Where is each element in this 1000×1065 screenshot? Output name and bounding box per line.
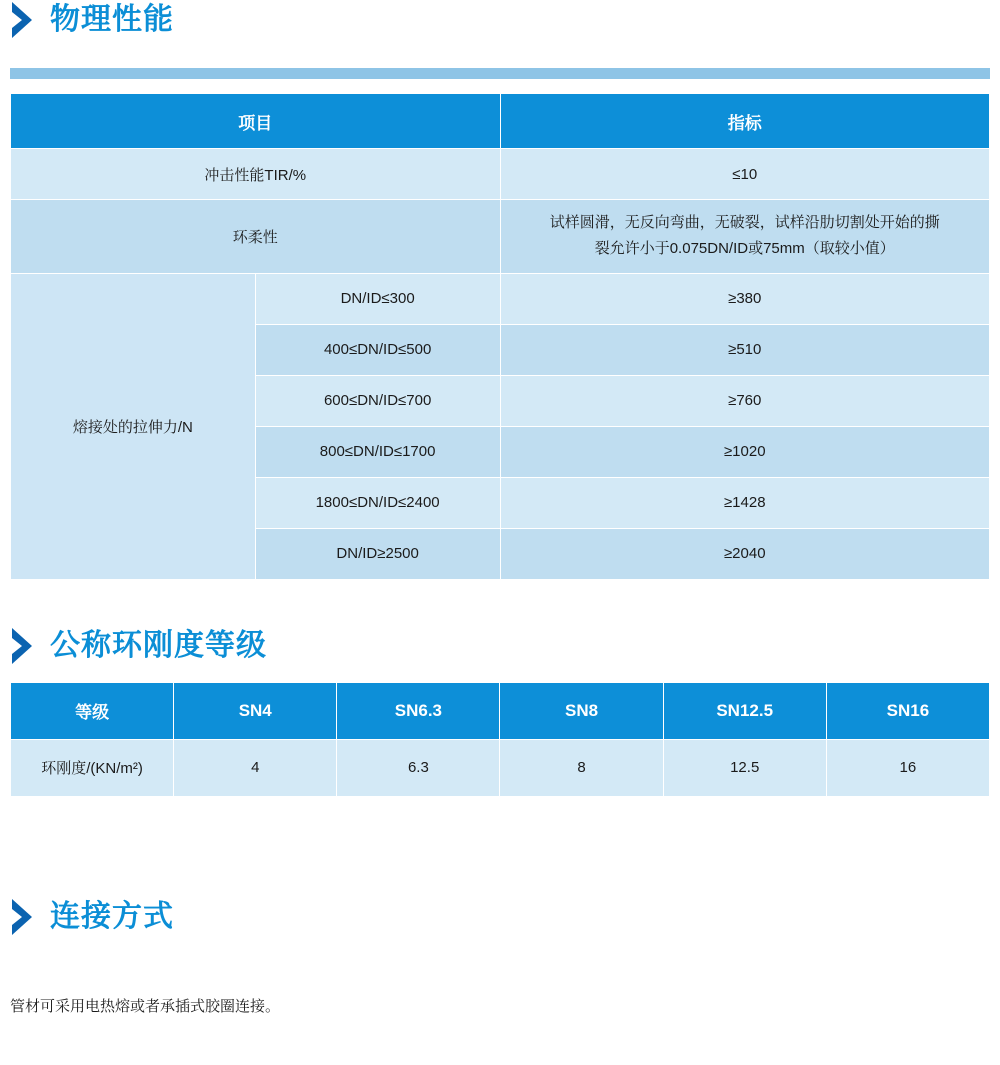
row-label-stiffness: 环刚度/(KN/m²): [11, 739, 174, 796]
value-line-2: 裂允许小于0.075DN/ID或75mm（取较小值）: [594, 240, 895, 258]
stiffness-value-sn63: 6.3: [337, 739, 500, 796]
column-header-sn8: SN8: [500, 682, 663, 739]
column-header-item: 项目: [11, 94, 501, 149]
chevron-right-icon: [10, 626, 36, 666]
stiffness-value-sn16: 16: [826, 739, 989, 796]
column-header-grade: 等级: [11, 682, 174, 739]
spec-label: 600≤DN/ID≤700: [255, 375, 500, 426]
table-row: [11, 200, 990, 274]
section-connection: [10, 897, 990, 1016]
section-stiffness: [10, 626, 990, 797]
row-value-impact: ≤10: [500, 149, 990, 200]
column-header-index: 指标: [500, 94, 990, 149]
page-title: 物理性能: [50, 3, 174, 36]
spec-label: DN/ID≥2500: [255, 528, 500, 579]
row-label-ring-flexibility: 环柔性: [11, 200, 501, 274]
spec-value: ≥2040: [500, 528, 990, 579]
section-header-physical: [10, 0, 990, 40]
chevron-right-icon: [10, 0, 36, 40]
spec-value: ≥1020: [500, 426, 990, 477]
spec-label: 800≤DN/ID≤1700: [255, 426, 500, 477]
chevron-right-icon: [10, 897, 36, 937]
table-row: [11, 739, 990, 796]
stiffness-value-sn125: 12.5: [663, 739, 826, 796]
table-row: [11, 149, 990, 200]
spec-label: 400≤DN/ID≤500: [255, 324, 500, 375]
row-value-ring-flexibility: [500, 200, 990, 274]
table-row: [11, 273, 990, 324]
table-header-row: [11, 682, 990, 739]
stiffness-value-sn8: 8: [500, 739, 663, 796]
spec-label: DN/ID≤300: [255, 273, 500, 324]
column-header-sn125: SN12.5: [663, 682, 826, 739]
column-header-sn63: SN6.3: [337, 682, 500, 739]
physical-performance-table: [10, 93, 990, 580]
spec-value: ≥760: [500, 375, 990, 426]
section-title-stiffness: 公称环刚度等级: [50, 628, 267, 662]
connection-description: 管材可采用电热熔或者承插式胶圈连接。: [10, 997, 281, 1015]
column-header-sn4: SN4: [174, 682, 337, 739]
row-label-impact: 冲击性能TIR/%: [11, 149, 501, 200]
spec-value: ≥510: [500, 324, 990, 375]
section-header-stiffness: [10, 626, 990, 666]
table-header-row: [11, 94, 990, 149]
header-divider: [10, 68, 990, 79]
spec-value: ≥380: [500, 273, 990, 324]
section-header-connection: [10, 897, 990, 937]
spec-label: 1800≤DN/ID≤2400: [255, 477, 500, 528]
row-group-label-weld-tensile: 熔接处的拉伸力/N: [11, 273, 256, 579]
section-title-connection: 连接方式: [50, 899, 174, 933]
stiffness-value-sn4: 4: [174, 739, 337, 796]
value-line-1: 试样圆滑，无反向弯曲，无破裂，试样沿肋切割处开始的撕: [549, 214, 940, 231]
spec-value: ≥1428: [500, 477, 990, 528]
column-header-sn16: SN16: [826, 682, 989, 739]
ring-stiffness-table: [10, 682, 990, 797]
